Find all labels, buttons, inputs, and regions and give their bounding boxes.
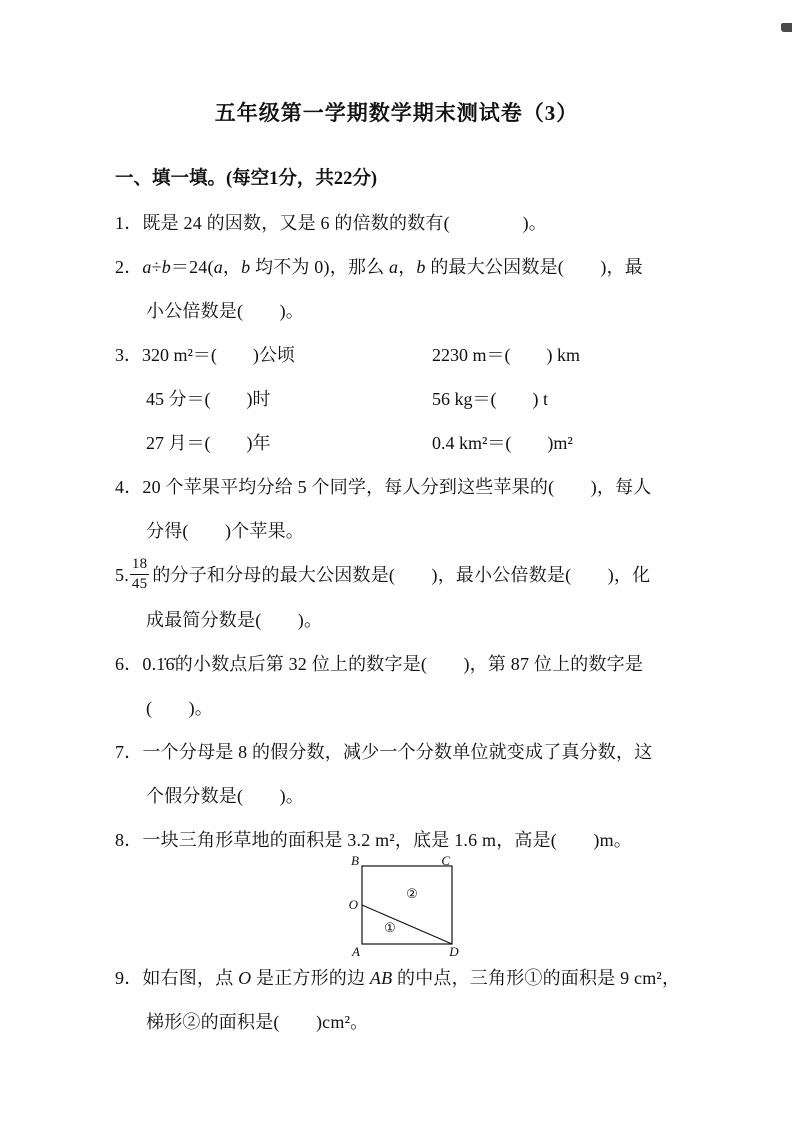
question-5-line-2: 成最简分数是( )。 (146, 609, 323, 630)
question-2-line-1: 2．a÷b＝24(a，b 均不为 0)，那么 a，b 的最大公因数是( )，最 (115, 257, 643, 277)
question-3-row-2 (115, 377, 693, 421)
figure-label-a: A (352, 943, 360, 959)
question-3-r3c1: 27 月＝( )年 (146, 433, 271, 453)
question-6-line-2: ( )。 (146, 697, 213, 718)
question-1-line-1: 1．既是 24 的因数，又是 6 的倍数的数有( )。 (115, 213, 547, 233)
question-4-line-1: 4．20 个苹果平均分给 5 个同学，每人分到这些苹果的( )，每人 (115, 477, 652, 497)
question-3-row-3 (115, 421, 693, 465)
question-7-line-2: 个假分数是( )。 (146, 785, 304, 806)
square-figure-svg (334, 852, 474, 962)
question-6-line-1: 6．0.1̇6̇的小数点后第 32 位上的数字是( )，第 87 位上的数字是 (115, 653, 644, 674)
question-3-r1c1: 3．320 m²＝( )公顷 (115, 345, 295, 365)
figure-label-c: C (441, 852, 450, 868)
question-3-row-1 (115, 333, 693, 377)
question-9-line-1: 9．如右图，点 O 是正方形的边 AB 的中点，三角形①的面积是 9 cm²， (115, 967, 681, 988)
scan-artifact (781, 23, 792, 32)
question-3-r1c2: 2230 m＝( ) km (432, 345, 580, 365)
question-3-r2c2: 56 kg＝( ) t (432, 389, 548, 409)
question-9-line-2: 梯形②的面积是( )cm²。 (146, 1011, 369, 1032)
figure-region-1-mark: ① (384, 919, 396, 935)
question-7-line-1: 7．一个分母是 8 的假分数，减少一个分数单位就变成了真分数，这 (115, 741, 653, 762)
question-2-line-2: 小公倍数是( )。 (146, 301, 304, 321)
question-8-line-1: 8．一块三角形草地的面积是 3.2 m²，底是 1.6 m，高是( )m。 (115, 829, 632, 850)
fraction: $\frac{18}{45}$ (131, 556, 148, 593)
figure-square (362, 866, 452, 944)
exam-content (0, 157, 793, 1044)
question-3-r3c2: 0.4 km²＝( )m² (432, 433, 573, 453)
question-9-figure (115, 852, 693, 959)
question-3-r2c1: 45 分＝( )时 (146, 389, 271, 409)
exam-title: 五年级第一学期数学期末测试卷（3） (214, 101, 579, 125)
question-4-line-2: 分得( )个苹果。 (146, 521, 304, 541)
figure-label-d: D (449, 943, 459, 959)
question-5-line-1: 5. $\frac{18}{45}$ 的分子和分母的最大公因数是( )，最小公倍数是( )，化 (115, 556, 651, 593)
figure-region-2-mark: ② (406, 885, 418, 901)
figure-label-b: B (351, 852, 359, 868)
section-1-heading: 一、填一填。(每空1分，共22分) (115, 169, 378, 189)
figure-label-o: O (348, 896, 358, 912)
figure-diagonal-line (362, 905, 452, 944)
